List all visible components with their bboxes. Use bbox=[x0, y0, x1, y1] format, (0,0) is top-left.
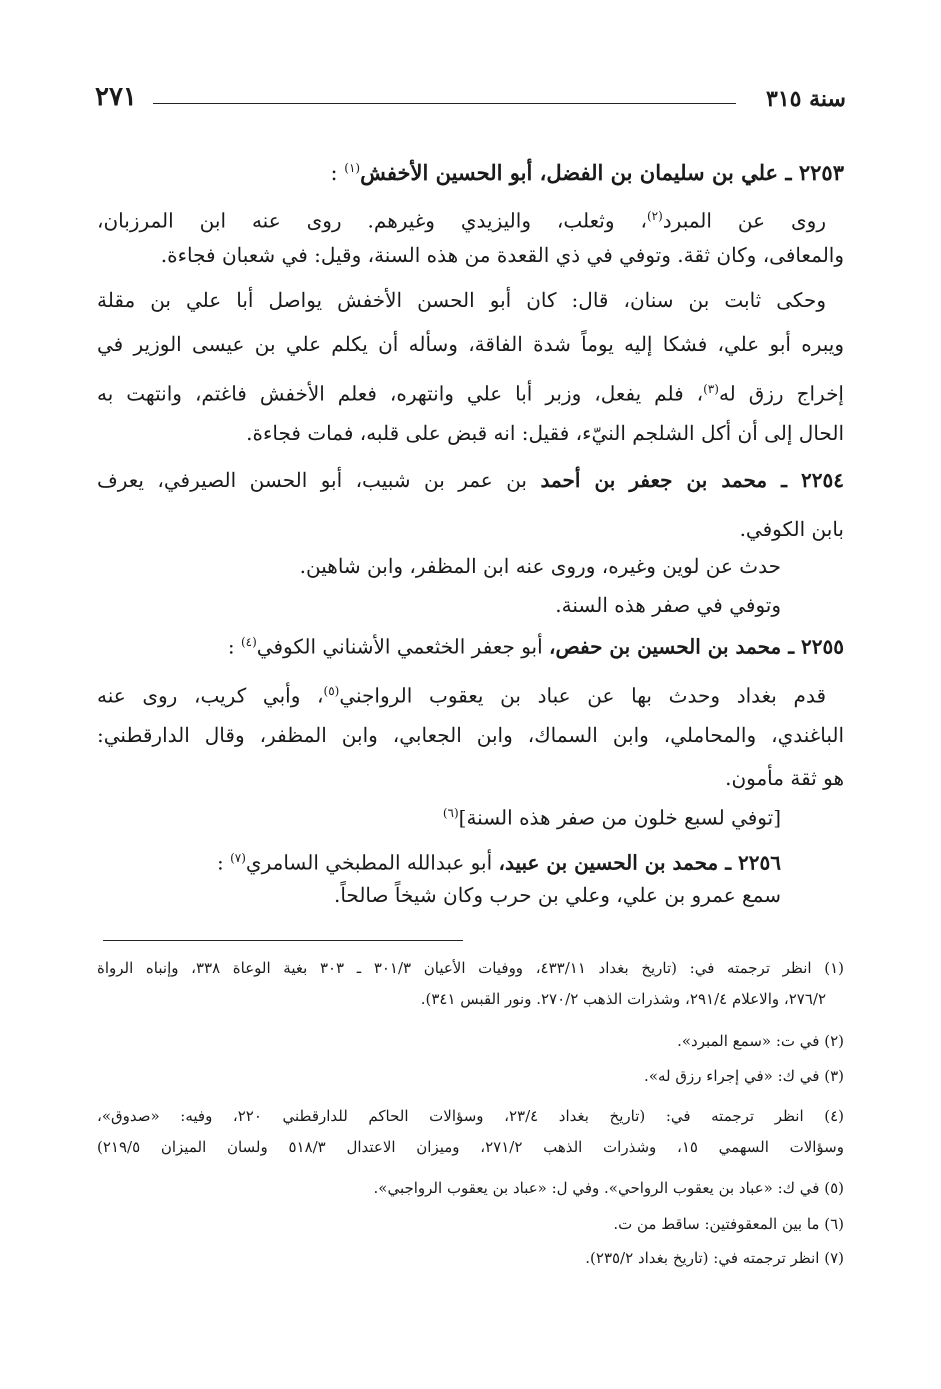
entry-2255-title: ٢٢٥٥ ـ محمد بن الحسين بن حفص، أبو جعفر الخثعمي الأشناني الكوفي$^{(٤)}$ : bbox=[227, 634, 844, 659]
header-rule bbox=[153, 103, 736, 104]
running-head-year: سنة ٣١٥ bbox=[766, 86, 846, 112]
footnote-1-line: ٢٧٦/٢، والاعلام ٢٩١/٤، وشذرات الذهب ٢٧٠/٢. ونور القبس ٣٤١). bbox=[420, 990, 826, 1008]
footnote-5: (٥) في ك: «عباد بن يعقوب الرواحي». وفي ل: «عباد بن يعقوب الرواجبي». bbox=[373, 1179, 844, 1197]
entry-2255-text-line: [توفي لسبع خلون من صفر هذه السنة]$^{(٦)}$ bbox=[442, 805, 781, 830]
entry-2253-title: ٢٢٥٣ ـ علي بن سليمان بن الفضل، أبو الحسين الأخفش$^{(١)}$ : bbox=[330, 160, 844, 185]
entry-2255-text-line: قدم بغداد وحدث بها عن عباد بن يعقوب الرواجني$^{(٥)}$، وأبي كريب، روى عنه bbox=[97, 683, 826, 708]
entry-2254-text-line: حدث عن لوين وغيره، وروى عنه ابن المظفر، وابن شاهين. bbox=[299, 554, 781, 578]
footnote-ref: (٦) bbox=[442, 806, 459, 820]
entry-2255-text-line: الباغندي، والمحاملي، وابن السماك، وابن الجعابي، وابن المظفر، وقال الدارقطني: bbox=[97, 723, 844, 747]
footnote-4-line: (٤) انظر ترجمته في: (تاريخ بغداد ٢٣/٤، وسؤالات الحاكم للدارقطني ٢٢٠، وفيه: «صدوق»، bbox=[97, 1107, 844, 1125]
entry-2253-text-line: والمعافى، وكان ثقة. وتوفي في ذي القعدة من هذه السنة، وقيل: في شعبان فجاءة. bbox=[160, 243, 844, 267]
entry-2253-text-line: وحكى ثابت بن سنان، قال: كان أبو الحسن الأخفش يواصل أبا علي بن مقلة bbox=[97, 288, 826, 312]
footnote-1-line: (١) انظر ترجمته في: (تاريخ بغداد ٤٣٣/١١، ووفيات الأعيان ٣٠١/٣ ـ ٣٠٣ بغية الوعاة ٣٣٨، وإنباه الرواة bbox=[97, 959, 844, 977]
entry-2253-text-line: روى عن المبرد$^{(٢)}$، وثعلب، واليزيدي وغيرهم. روى عنه ابن المرزبان، bbox=[97, 208, 826, 233]
entry-2254-text-line: بابن الكوفي. bbox=[739, 517, 844, 541]
footnote-6: (٦) ما بين المعقوفتين: ساقط من ت. bbox=[613, 1215, 844, 1233]
footnote-2: (٢) في ت: «سمع المبرد». bbox=[677, 1032, 844, 1050]
entry-2256-title: ٢٢٥٦ ـ محمد بن الحسين بن عبيد، أبو عبدالله المطبخي السامري$^{(٧)}$ : bbox=[216, 850, 781, 875]
footnote-4-line: وسؤالات السهمي ١٥، وشذرات الذهب ٢٧١/٢، وميزان الاعتدال ٥١٨/٣ ولسان الميزان ٢١٩/٥) bbox=[97, 1138, 844, 1156]
entry-2256-text-line: سمع عمرو بن علي، وعلي بن حرب وكان شيخاً صالحاً. bbox=[333, 883, 781, 907]
entry-2253-text-line: ويبره أبو علي، فشكا إليه يوماً شدة الفاقة، وسأله أن يكلم علي بن عيسى الوزير في bbox=[97, 332, 844, 356]
footnote-ref: (١) bbox=[344, 161, 361, 175]
page-header bbox=[95, 82, 846, 122]
entry-2254-text-line: وتوفي في صفر هذه السنة. bbox=[555, 593, 781, 617]
footnote-separator bbox=[103, 940, 463, 941]
entry-2255-text-line: هو ثقة مأمون. bbox=[725, 766, 844, 790]
footnote-ref: (٣) bbox=[703, 382, 719, 396]
footnote-ref: (٧) bbox=[230, 851, 246, 865]
page-number: ٢٧١ bbox=[95, 82, 137, 112]
footnote-3: (٣) في ك: «في إجراء رزق له». bbox=[644, 1067, 844, 1085]
footnote-ref: (٥) bbox=[323, 684, 340, 698]
footnote-ref: (٤) bbox=[240, 635, 257, 649]
footnote-7: (٧) انظر ترجمته في: (تاريخ بغداد ٢٣٥/٢). bbox=[585, 1249, 844, 1267]
entry-2253-text-line: الحال إلى أن أكل الشلجم النيّء، فقيل: انه قبض على قلبه، فمات فجاءة. bbox=[246, 421, 844, 445]
entry-2253-text-line: إخراج رزق له$^{(٣)}$، فلم يفعل، وزبر أبا علي وانتهره، فعلم الأخفش فاغتم، وانتهت به bbox=[97, 381, 844, 406]
footnote-ref: (٢) bbox=[646, 209, 663, 223]
entry-2254-title: ٢٢٥٤ ـ محمد بن جعفر بن أحمد بن عمر بن شبيب، أبو الحسن الصيرفي، يعرف bbox=[97, 468, 844, 492]
